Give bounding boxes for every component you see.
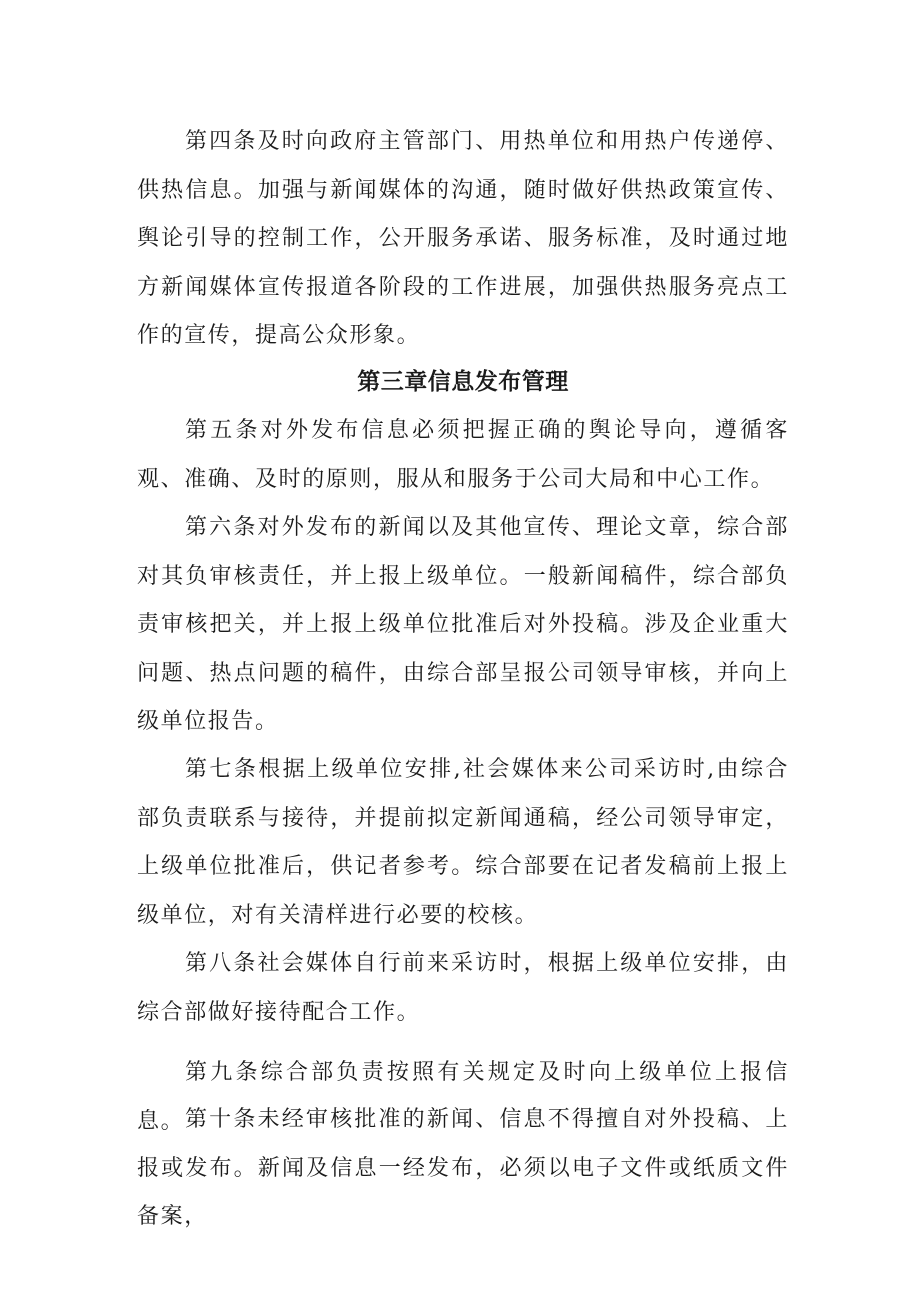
article-7-paragraph: 第七条根据上级单位安排,社会媒体来公司采访时,由综合部负责联系与接待，并提前拟定新闻通稿，经公司领导审定，上级单位批准后，供记者参考。综合部要在记者发稿前上报上级单位，对有关清样进行必要的校核。 <box>137 757 789 928</box>
article-10-paragraph: 第十条未经审核批准的新闻、信息不得擅自对外投稿、上报或发布。新闻及信息一经发布，必须以电子文件或纸质文件备案， <box>137 1107 789 1229</box>
article-9-paragraph: 第九条综合部负责按照有关规定及时向上级单位上报信息。 <box>137 1060 789 1134</box>
chapter-3-heading: 第三章信息发布管理 <box>357 369 569 395</box>
article-8-paragraph: 第八条社会媒体自行前来采访时，根据上级单位安排，由综合部做好接待配合工作。 <box>137 951 789 1025</box>
article-6-paragraph: 第六条对外发布的新闻以及其他宣传、理论文章，综合部对其负审核责任，并上报上级单位。一般新闻稿件，综合部负责审核把关，并上报上级单位批准后对外投稿。涉及企业重大问题、热点问题的稿件，由综合部呈报公司领导审核，并向上级单位报告。 <box>137 515 789 734</box>
article-4-paragraph: 第四条及时向政府主管部门、用热单位和用热户传递停、供热信息。加强与新闻媒体的沟通，随时做好供热政策宣传、舆论引导的控制工作，公开服务承诺、服务标准，及时通过地方新闻媒体宣传报道各阶段的工作进展，加强供热服务亮点工作的宣传，提高公众形象。 <box>137 129 789 348</box>
article-5-paragraph: 第五条对外发布信息必须把握正确的舆论导向，遵循客观、准确、及时的原则，服从和服务于公司大局和中心工作。 <box>137 418 789 492</box>
